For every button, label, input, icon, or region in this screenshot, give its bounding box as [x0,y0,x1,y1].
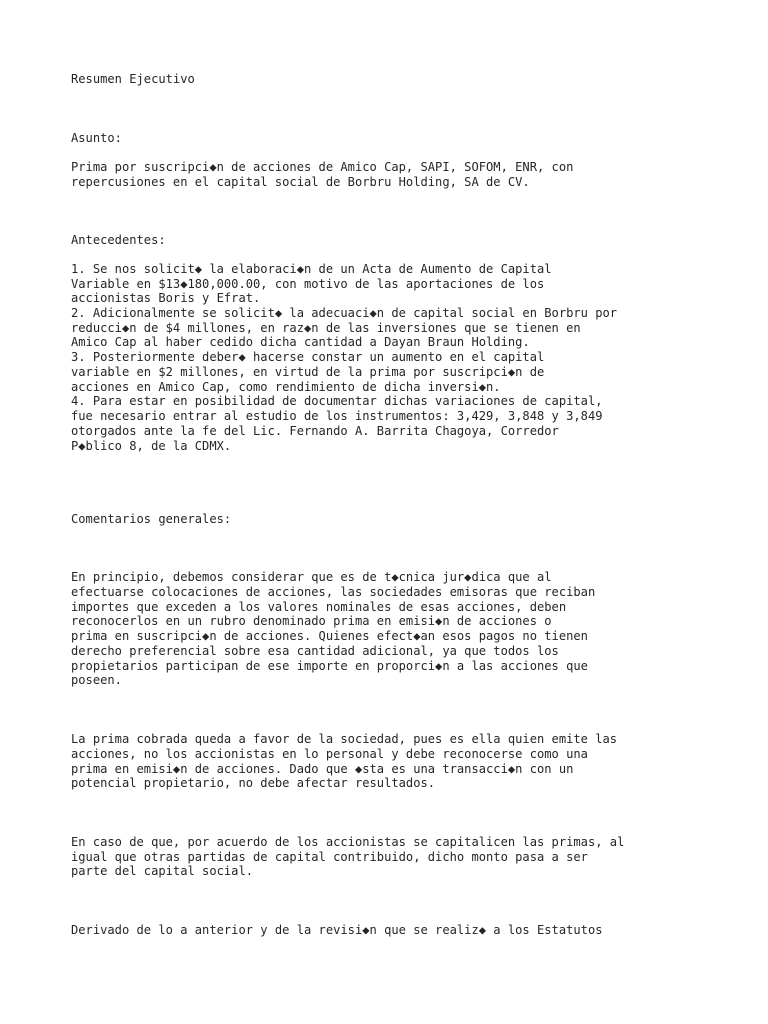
comentarios-p1-line-1: En principio, debemos considerar que es de t◆cnica jur◆dica que al [71,570,552,584]
antecedentes-line-2: Variable en $13◆180,000.00, con motivo de las aportaciones de los [71,277,545,291]
section-heading-antecedentes: Antecedentes: [71,233,166,247]
comentarios-p1-line-7: propietarios participan de ese importe en proporci◆n a las acciones que [71,659,588,673]
comentarios-p3-line-1: En caso de que, por acuerdo de los accionistas se capitalicen las primas, al [71,835,625,849]
antecedentes-line-12: otorgados ante la fe del Lic. Fernando A. Barrita Chagoya, Corredor [71,424,559,438]
section-heading-asunto: Asunto: [71,131,122,145]
section-heading-comentarios: Comentarios generales: [71,512,232,526]
comentarios-p1-line-2: efectuarse colocaciones de acciones, las sociedades emisoras que reciban [71,585,596,599]
antecedentes-line-10: 4. Para estar en posibilidad de documentar dichas variaciones de capital, [71,394,603,408]
comentarios-p2-line-3: prima en emisi◆n de acciones. Dado que ◆sta es una transacci◆n con un [71,762,574,776]
antecedentes-line-9: acciones en Amico Cap, como rendimiento de dicha inversi◆n. [71,380,501,394]
asunto-line-2: repercusiones en el capital social de Borbru Holding, SA de CV. [71,175,530,189]
antecedentes-line-11: fue necesario entrar al estudio de los instrumentos: 3,429, 3,848 y 3,849 [71,409,603,423]
comentarios-p1-line-5: prima en suscripci◆n de acciones. Quienes efect◆an esos pagos no tienen [71,629,588,643]
comentarios-p3-line-3: parte del capital social. [71,864,254,878]
antecedentes-line-8: variable en $2 millones, en virtud de la prima por suscripci◆n de [71,365,545,379]
antecedentes-line-5: reducci◆n de $4 millones, en raz◆n de las inversiones que se tienen en [71,321,581,335]
comentarios-p1-line-4: reconocerlos en un rubro denominado prima en emisi◆n de acciones o [71,614,552,628]
antecedentes-line-6: Amico Cap al haber cedido dicha cantidad a Dayan Braun Holding. [71,335,530,349]
comentarios-p1-line-6: derecho preferencial sobre esa cantidad adicional, ya que todos los [71,644,559,658]
comentarios-p1-line-8: poseen. [71,673,122,687]
asunto-line-1: Prima por suscripci◆n de acciones de Amico Cap, SAPI, SOFOM, ENR, con [71,160,574,174]
doc-title: Resumen Ejecutivo [71,72,195,86]
comentarios-p2-line-2: acciones, no los accionistas en lo personal y debe reconocerse como una [71,747,588,761]
comentarios-p1-line-3: importes que exceden a los valores nominales de esas acciones, deben [71,600,567,614]
comentarios-p2-line-4: potencial propietario, no debe afectar resultados. [71,776,436,790]
antecedentes-line-13: P◆blico 8, de la CDMX. [71,439,232,453]
antecedentes-line-3: accionistas Boris y Efrat. [71,291,261,305]
antecedentes-line-7: 3. Posteriormente deber◆ hacerse constar un aumento en el capital [71,350,545,364]
comentarios-p4-line-1: Derivado de lo a anterior y de la revisi◆n que se realiz◆ a los Estatutos [71,923,603,937]
comentarios-p2-line-1: La prima cobrada queda a favor de la sociedad, pues es ella quien emite las [71,732,618,746]
antecedentes-line-4: 2. Adicionalmente se solicit◆ la adecuaci◆n de capital social en Borbru por [71,306,618,320]
antecedentes-line-1: 1. Se nos solicit◆ la elaboraci◆n de un Acta de Aumento de Capital [71,262,552,276]
comentarios-p3-line-2: igual que otras partidas de capital contribuido, dicho monto pasa a ser [71,850,588,864]
